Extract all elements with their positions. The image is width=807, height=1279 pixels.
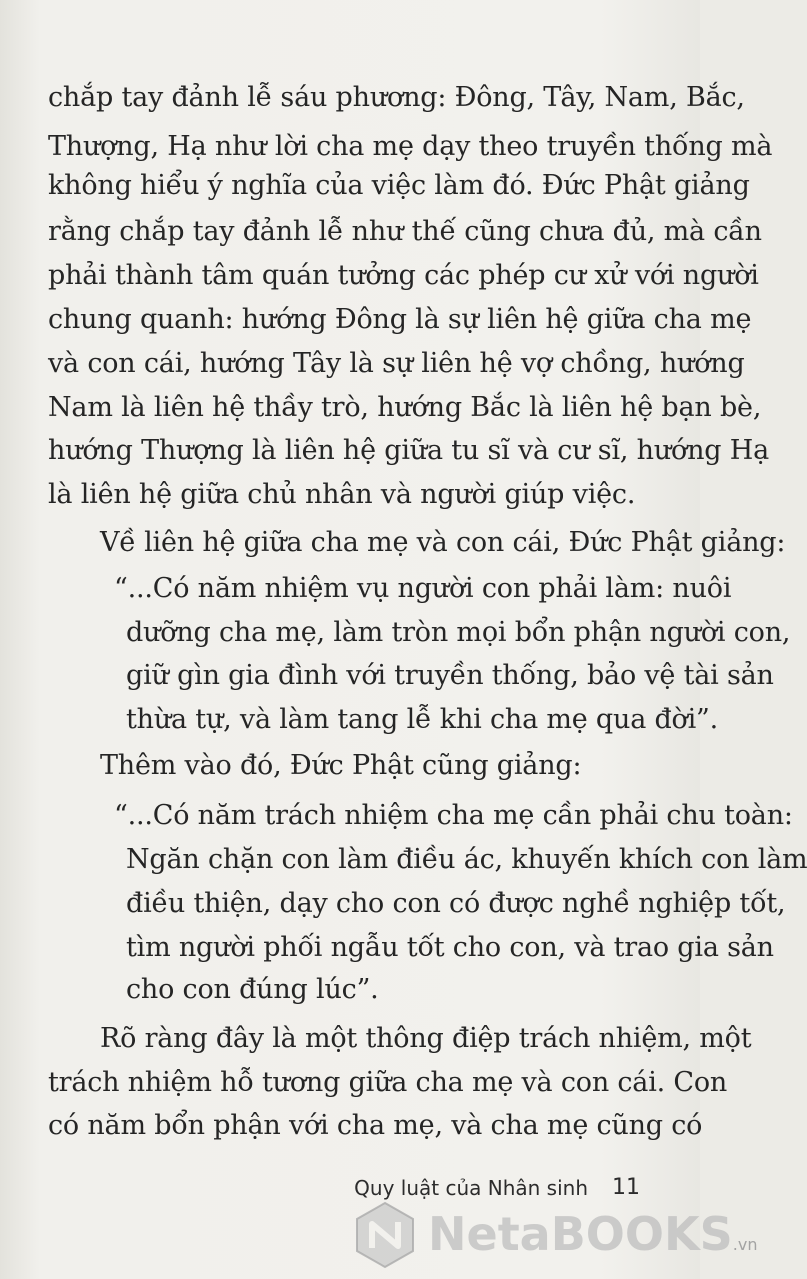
text-line: có năm bổn phận với cha mẹ, và cha mẹ cũng có [48,1110,703,1141]
watermark [350,1200,758,1270]
quote-line: “...Có năm nhiệm vụ người con phải làm: nuôi [114,573,732,604]
quote-line: cho con đúng lúc”. [126,974,379,1005]
text-line: rằng chắp tay đảnh lễ như thế cũng chưa đủ, mà cần [48,216,762,247]
text-line: trách nhiệm hỗ tương giữa cha mẹ và con cái. Con [48,1067,728,1098]
text-line: phải thành tâm quán tưởng các phép cư xử với người [48,260,759,291]
quote-line: “...Có năm trách nhiệm cha mẹ cần phải chu toàn: [114,800,793,831]
text-line: Nam là liên hệ thầy trò, hướng Bắc là liên hệ bạn bè, [48,392,762,423]
quote-line: Ngăn chặn con làm điều ác, khuyến khích con làm [126,844,807,875]
watermark-text [428,1206,757,1273]
watermark-brand: NetaBOOKS [428,1207,733,1261]
text-line: Thượng, Hạ như lời cha mẹ dạy theo truyền thống mà [48,131,773,162]
quote-line: điều thiện, dạy cho con có được nghề nghiệp tốt, [126,888,786,919]
quote-line: giữ gìn gia đình với truyền thống, bảo vệ tài sản [126,660,774,691]
text-line: Thêm vào đó, Đức Phật cũng giảng: [100,750,582,781]
quote-line: dưỡng cha mẹ, làm tròn mọi bổn phận người con, [126,617,791,648]
text-line: không hiểu ý nghĩa của việc làm đó. Đức Phật giảng [48,170,750,201]
running-title: Quy luật của Nhân sinh [354,1176,588,1200]
page-number: 11 [612,1175,640,1200]
netabooks-logo-icon [350,1200,420,1270]
text-line: Rõ ràng đây là một thông điệp trách nhiệm, một [100,1023,752,1054]
text-line: và con cái, hướng Tây là sự liên hệ vợ chồng, hướng [48,348,745,379]
text-line: hướng Thượng là liên hệ giữa tu sĩ và cư sĩ, hướng Hạ [48,435,769,466]
quote-line: tìm người phối ngẫu tốt cho con, và trao gia sản [126,932,774,963]
text-line: chắp tay đảnh lễ sáu phương: Đông, Tây, Nam, Bắc, [48,82,745,113]
quote-line: thừa tự, và làm tang lễ khi cha mẹ qua đời”. [126,704,719,735]
text-line: là liên hệ giữa chủ nhân và người giúp việc. [48,479,636,510]
watermark-suffix: .vn [732,1235,758,1254]
text-line: chung quanh: hướng Đông là sự liên hệ giữa cha mẹ [48,304,752,335]
text-line: Về liên hệ giữa cha mẹ và con cái, Đức Phật giảng: [100,527,786,558]
